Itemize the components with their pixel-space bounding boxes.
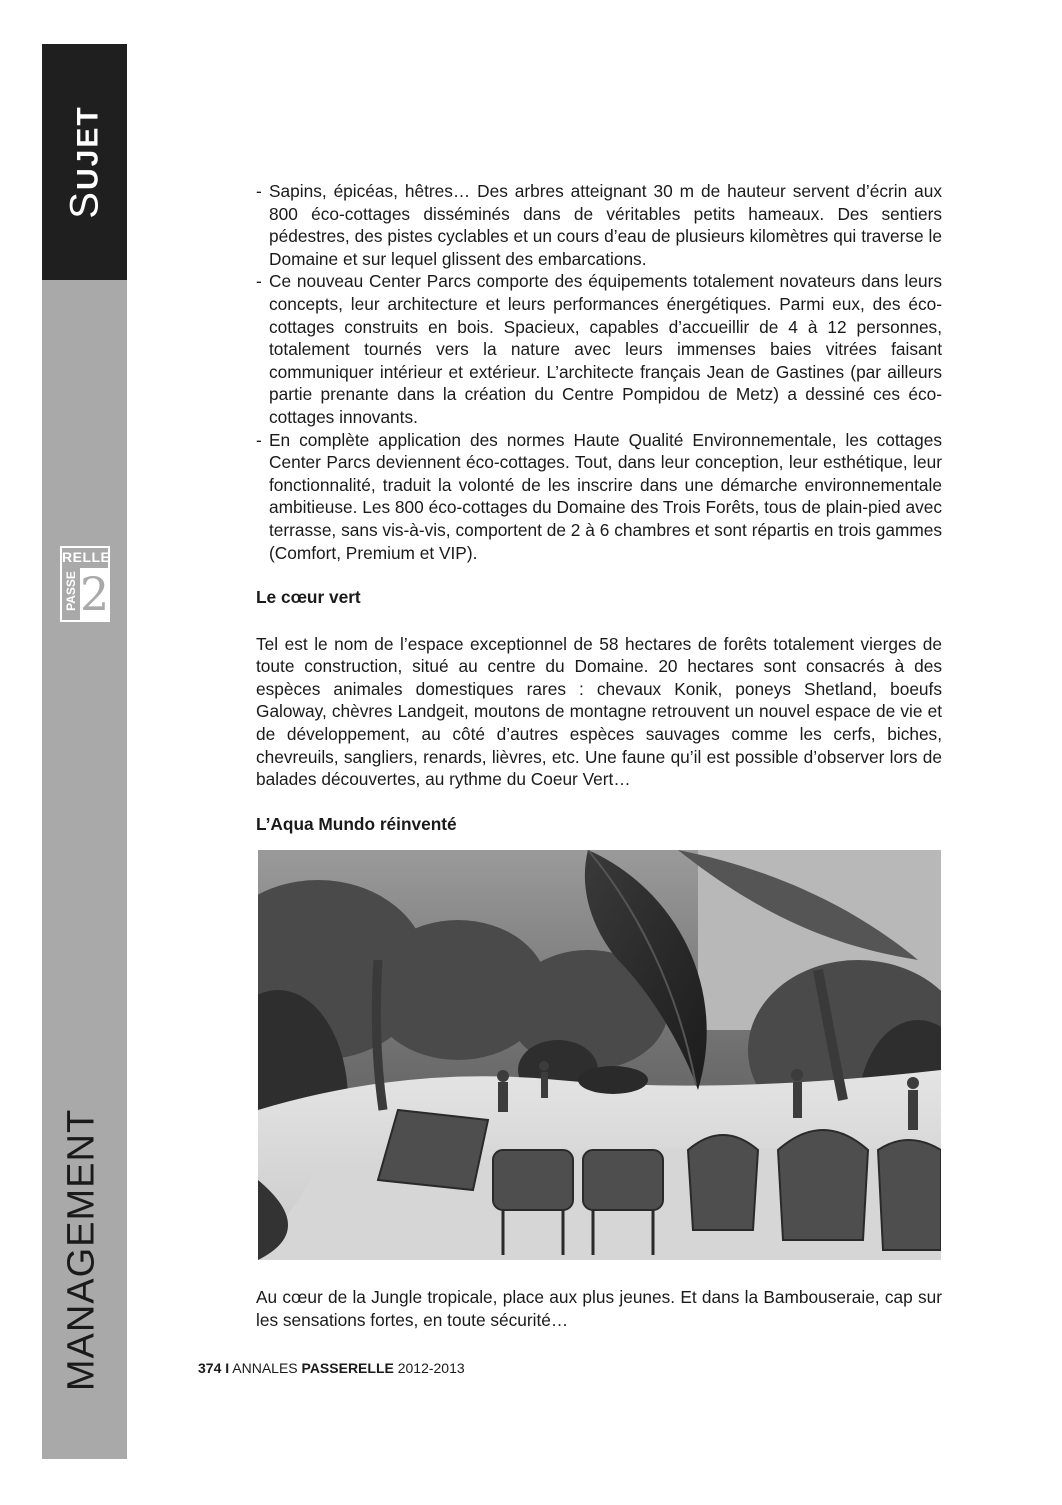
footer-separator: I [225,1360,230,1376]
bullet-text: Sapins, épicéas, hêtres… Des arbres atteignant 30 m de hauteur servent d’écrin aux 800 éco-cottages disséminés dans de véritables petits hameaux. Des sentiers pédestres, des pistes cyclables et un cours d’eau de plusieurs kilomètres qui traverse le Domaine et sur lequel glissent des embarcations. [269,181,942,269]
photo-illustration [258,850,941,1260]
bullet-item [256,270,942,428]
page-number: 374 [198,1360,222,1376]
logo-relle-text: RELLE [62,549,111,565]
bullet-dash: - [256,181,262,201]
passerelle-2-logo [60,546,110,622]
bullet-dash: - [256,429,262,450]
bullet-dash: - [256,271,262,292]
logo-passe-text: PASSE [64,571,78,611]
aqua-mundo-photo [258,850,941,1260]
sujet-label: SUJET [62,105,107,219]
bullet-text: Ce nouveau Center Parcs comporte des équipements totalement novateurs dans leurs concepts, leur architecture et leurs performances énergétiques. Parmi eux, des éco-cottages construits en bois. Spacieux, capables d’accueillir de 4 à 12 personnes, totalement tournés vers la nature avec leurs immenses baies vitrées faisant communiquer intérieur et extérieur. L’architecte français Jean de Gastines (par ailleurs partie prenante dans la création du Centre Pompidou de Metz) a dessiné ces éco-cottages innovants. [269,271,942,427]
section-heading-aqua-mundo: L’Aqua Mundo réinventé [256,813,457,834]
bullet-text: En complète application des normes Haute Qualité Environnementale, les cottages Center Parcs deviennent éco-cottages. Tout, dans leur conception, leur esthétique, leur fonctionnalité, traduit la volonté de les inscrire dans une démarche environnementale ambitieuse. Les 800 éco-cottages du Domaine des Trois Forêts, tous de plain-pied avec terrasse, sans vis-à-vis, comportent de 2 à 6 chambres et sont répartis en trois gammes (Comfort, Premium et VIP). [269,429,942,563]
article-body [256,180,942,859]
footer-years: 2012-2013 [397,1360,465,1376]
logo-number: 2 [80,567,110,621]
page-footer [198,1360,465,1376]
bullet-item [256,429,942,565]
section-heading-coeur-vert: Le cœur vert [256,587,361,608]
footer-annales: ANNALES [232,1360,298,1376]
section-label: MANAGEMENT [60,1108,103,1392]
photo-caption: Au cœur de la Jungle tropicale, place aux plus jeunes. Et dans la Bambouseraie, cap sur les sensations fortes, en toute sécurité… [256,1287,942,1330]
bullet-item [256,180,942,270]
paragraph-coeur-vert: Tel est le nom de l’espace exceptionnel de 58 hectares de forêts totalement vierges de toute construction, situé au centre du Domaine. 20 hectares sont consacrés à des espèces animales domestiques rares : chevaux Konik, poneys Shetland, boeufs Galoway, chèvres Landgeit, moutons de montagne retrouvent un nouvel espace de vie et de développement, au côté d’autres espèces sauvages comme les cerfs, biches, chevreuils, sangliers, renards, lièvres, etc. Une faune qu’il est possible d’observer lors de balades découvertes, au rythme du Coeur Vert… [256,633,942,790]
footer-brand: PASSERELLE [301,1360,394,1376]
